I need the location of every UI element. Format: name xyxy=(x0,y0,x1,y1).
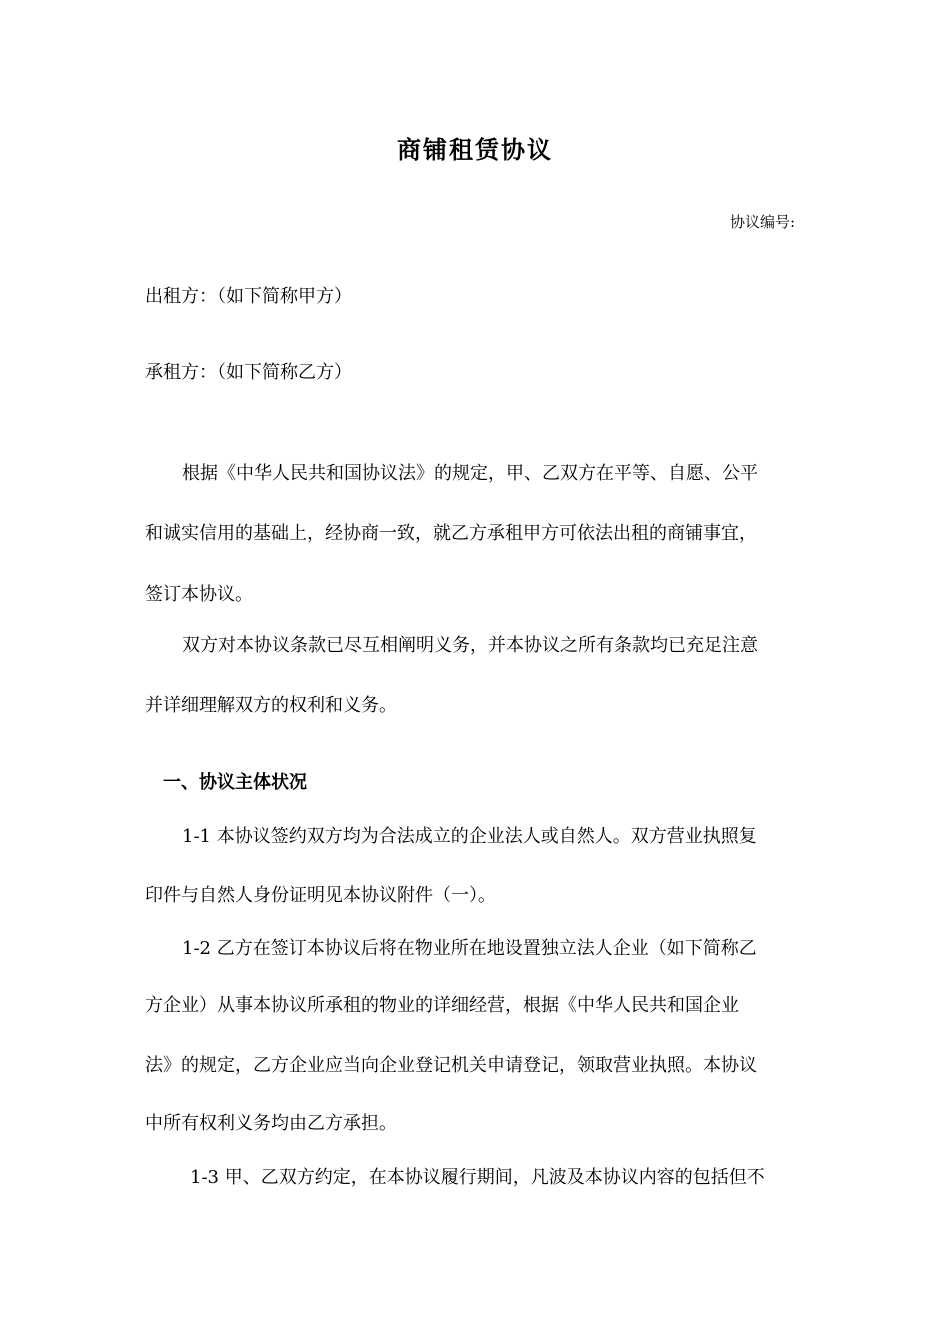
clause-line: 方企业）从事本协议所承租的物业的详细经营，根据《中华人民共和国企业 xyxy=(145,995,739,1016)
clause-line: 1-3 甲、乙双方约定，在本协议履行期间，凡波及本协议内容的包括但不 xyxy=(190,1167,765,1188)
section-heading: 一、协议主体状况 xyxy=(163,772,307,793)
preamble-line: 双方对本协议条款已尽互相阐明义务，并本协议之所有条款均已充足注意 xyxy=(182,635,758,656)
preamble-line: 和诚实信用的基础上，经协商一致，就乙方承租甲方可依法出租的商铺事宜， xyxy=(145,523,757,544)
clause-line: 1-1 本协议签约双方均为合法成立的企业法人或自然人。双方营业执照复 xyxy=(182,826,757,847)
preamble-line: 签订本协议。 xyxy=(145,584,253,605)
preamble-line: 并详细理解双方的权利和义务。 xyxy=(145,695,397,716)
contract-number-label: 协议编号: xyxy=(729,213,795,231)
clause-line: 法》的规定，乙方企业应当向企业登记机关申请登记，领取营业执照。本协议 xyxy=(145,1055,757,1076)
document-title: 商铺租赁协议 xyxy=(397,136,553,164)
clause-line: 1-2 乙方在签订本协议后将在物业所在地设置独立法人企业（如下简称乙 xyxy=(182,938,757,959)
lessor-line: 出租方：（如下简称甲方） xyxy=(145,286,352,307)
clause-line: 印件与自然人身份证明见本协议附件（一）。 xyxy=(145,885,496,906)
clause-line: 中所有权利义务均由乙方承担。 xyxy=(145,1113,397,1134)
lessee-line: 承租方：（如下简称乙方） xyxy=(145,362,352,383)
preamble-line: 根据《中华人民共和国协议法》的规定，甲、乙双方在平等、自愿、公平 xyxy=(182,463,758,484)
